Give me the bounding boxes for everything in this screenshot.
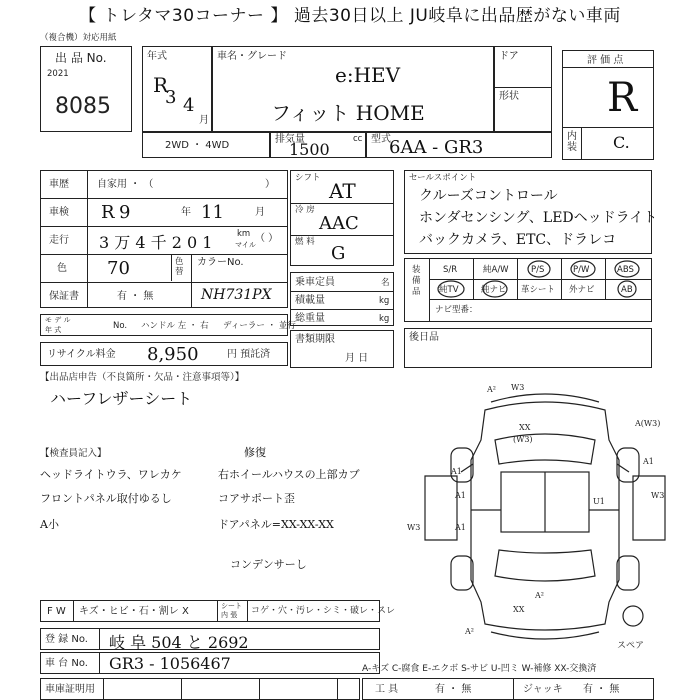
history-label: 車歴 xyxy=(49,179,69,190)
inspection-year: 9 xyxy=(119,202,131,223)
inspection-label: 車検 xyxy=(49,207,69,218)
equipment-marks xyxy=(405,259,653,323)
warranty-value: 有 ・ 無 xyxy=(117,291,154,302)
defects-text: ハーフレザーシート xyxy=(50,389,193,408)
svg-text:A(W3): A(W3) xyxy=(635,419,661,428)
equip-tv: 純TV xyxy=(439,285,459,295)
history-value: 自家用 ・ （ xyxy=(97,179,154,190)
displacement-label: 排気量 xyxy=(275,134,305,145)
equip-ps: P/S xyxy=(531,265,545,275)
aircon-value: AAC xyxy=(319,213,359,234)
drive-text: 2WD ・ 4WD xyxy=(165,140,230,151)
equip-abs: ABS xyxy=(617,265,634,275)
year-value: 3 xyxy=(165,87,177,108)
model-code-label: 型式 xyxy=(371,134,391,145)
equipment-box xyxy=(404,258,652,322)
inspector-right-3: ドアパネル=XX-XX-XX xyxy=(218,518,334,531)
inspector-extra: コンデンサーし xyxy=(230,558,307,571)
year-era: R xyxy=(153,73,169,97)
docs-label: 書類期限 xyxy=(295,334,335,345)
svg-text:A1: A1 xyxy=(455,523,466,532)
sheet-note: （複合機）対応用紙 xyxy=(40,33,117,43)
damage-legend: A-キズ C-腐食 E-エクボ S-サビ U-凹ミ W-補修 XX-交換済 xyxy=(362,664,597,674)
score-label: 評 価 点 xyxy=(587,55,624,66)
fw-value: キズ・ヒビ・石・割レ X xyxy=(79,606,189,617)
mileage-label: 走行 xyxy=(49,235,69,246)
jack-value: 有 ・ 無 xyxy=(583,684,620,695)
chassis-value: GR3 - 1056467 xyxy=(109,654,231,673)
recycle-row xyxy=(40,342,288,366)
svg-text:XX: XX xyxy=(519,423,531,432)
interior-label: 内装 xyxy=(567,131,577,153)
plate-label: 登 録 No. xyxy=(45,634,88,645)
docs-unit: 月 日 xyxy=(345,353,369,364)
inspector-left-1: ヘッドライトウラ、ワレカケ xyxy=(40,468,182,481)
aircon-label: 冷 房 xyxy=(295,205,315,215)
spec-table xyxy=(290,170,394,266)
inspection-month: 11 xyxy=(201,202,224,223)
inspector-right-top: 修復 xyxy=(244,446,266,459)
shift-label: シフト xyxy=(295,173,321,183)
inspector-label: 【検査員記入】 xyxy=(40,448,107,459)
displacement-unit: cc xyxy=(353,134,363,144)
name-box xyxy=(212,46,494,132)
model-year-no: No. xyxy=(113,321,128,331)
name-label: 車名・グレード xyxy=(217,51,287,62)
banner-title: 【 トレタマ30コーナー 】 過去30日以上 JU岐阜に出品歴がない車両 xyxy=(79,6,621,26)
load-label: 積載量 xyxy=(295,295,325,306)
shape-label: 形状 xyxy=(499,91,519,102)
seat-label: シート内 張 xyxy=(221,602,242,619)
drive-box xyxy=(142,132,270,158)
svg-text:A²: A² xyxy=(465,627,474,636)
equip-pw: P/W xyxy=(573,265,590,275)
equip-leather: 革シート xyxy=(521,285,556,295)
equip-ext-navi: 外ナビ xyxy=(569,285,595,295)
color-value: 70 xyxy=(107,258,130,279)
svg-text:(W3): (W3) xyxy=(513,435,533,444)
year-month: 4 xyxy=(183,95,195,116)
plate-value: 岐 阜 504 と 2692 xyxy=(109,633,249,652)
capacity-table xyxy=(290,272,394,326)
recycle-label: リサイクル料金 xyxy=(47,349,116,360)
svg-text:U1: U1 xyxy=(593,497,605,506)
lot-box xyxy=(40,46,132,132)
defects-label: 【出品店申告（不良箇所・欠品・注意事項等）】 xyxy=(40,372,245,383)
year-box xyxy=(142,46,212,132)
docs-box xyxy=(290,330,394,368)
color-code-label: カラーNo. xyxy=(197,257,244,268)
name-model: フィット HOME xyxy=(271,101,425,125)
displacement-value: 1500 xyxy=(289,140,330,159)
svg-text:A1: A1 xyxy=(455,491,466,500)
year-label: 年式 xyxy=(147,51,167,62)
color-label: 色 xyxy=(57,263,67,274)
fw-label: F W xyxy=(47,606,66,617)
model-code-box xyxy=(366,132,552,158)
weight-label: 総重量 xyxy=(295,313,325,324)
warranty-label: 保証書 xyxy=(49,291,79,302)
equip-navi: 純ナビ xyxy=(481,285,507,295)
tools-label: 工 具 xyxy=(375,684,399,695)
mileage-digits: 3 万 4 千 2 0 1 xyxy=(99,233,213,252)
inspector-right-1: 右ホイールハウスの上部カブ xyxy=(218,468,360,481)
chassis-label: 車 台 No. xyxy=(45,658,88,669)
sales-line-2: ホンダセンシング、LEDヘッドライト xyxy=(419,210,658,226)
score-value: R xyxy=(607,75,638,121)
fuel-value: G xyxy=(331,243,346,264)
later-label: 後日品 xyxy=(409,332,439,343)
svg-text:W3: W3 xyxy=(651,491,665,500)
capacity-label: 乗車定員 xyxy=(295,277,335,288)
tools-row xyxy=(362,678,654,700)
sales-line-1: クルーズコントロール xyxy=(419,188,558,204)
equip-aw: 純A/W xyxy=(483,265,509,275)
inspector-left-2: フロントパネル取付ゆるし xyxy=(40,492,172,505)
model-year-row xyxy=(40,314,296,336)
model-year-handle: ハンドル 左 ・ 右 xyxy=(141,321,209,331)
svg-text:A²: A² xyxy=(487,385,496,394)
later-box xyxy=(404,328,652,368)
capacity-unit: 名 xyxy=(381,278,390,288)
vehicle-table xyxy=(40,170,288,308)
mileage-unit-top: km xyxy=(237,229,251,239)
chassis-row xyxy=(40,652,380,674)
door-label: ドア xyxy=(499,51,519,62)
model-code-value: 6AA - GR3 xyxy=(389,137,484,158)
mileage-unit-bottom: マイル xyxy=(235,241,256,249)
jack-label: ジャッキ xyxy=(523,684,563,695)
svg-text:A1: A1 xyxy=(451,467,462,476)
lot-label: 出 品 No. xyxy=(55,51,107,65)
history-close: ） xyxy=(265,179,275,190)
inspection-era: R xyxy=(101,202,115,223)
spare-label: スペア xyxy=(617,641,645,650)
svg-text:A1: A1 xyxy=(643,457,654,466)
recycle-unit: 円 預託済 xyxy=(227,349,271,360)
seat-value: コゲ・穴・汚レ・シミ・破レ・スレ xyxy=(251,606,396,616)
weight-unit: kg xyxy=(379,314,390,324)
score-box xyxy=(562,50,654,160)
fw-row xyxy=(40,600,396,622)
inspection-month-unit: 月 xyxy=(255,207,265,218)
equip-ab: AB xyxy=(621,285,633,295)
mileage-note: （ ） xyxy=(255,233,279,244)
year-month-unit: 月 xyxy=(199,115,209,126)
name-grade: e:HEV xyxy=(335,63,401,87)
sales-label: セールスポイント xyxy=(409,173,477,183)
sales-box xyxy=(404,170,658,254)
inspection-year-unit: 年 xyxy=(181,207,191,218)
sales-line-3: バックカメラ、ETC、ドラレコ xyxy=(419,232,617,248)
displacement-box xyxy=(270,132,366,158)
door-shape-box xyxy=(494,46,552,132)
svg-text:W3: W3 xyxy=(407,523,421,532)
recycle-value: 8,950 xyxy=(147,344,199,365)
tools-value: 有 ・ 無 xyxy=(435,684,472,695)
fuel-label: 燃 料 xyxy=(295,237,315,247)
shift-value: AT xyxy=(329,179,356,203)
model-year-label2: 年 式 xyxy=(45,326,62,334)
color-code: NH731PX xyxy=(201,287,272,303)
inspector-right-2: コアサポート歪 xyxy=(218,492,295,505)
svg-text:W3: W3 xyxy=(511,383,525,392)
model-year-dealer: ディーラー ・ 並行 xyxy=(223,321,296,331)
load-unit: kg xyxy=(379,296,390,306)
car-damage-diagram xyxy=(395,380,695,650)
interior-value: C. xyxy=(613,133,630,152)
navi-model-label: ナビ型番： xyxy=(435,305,478,315)
equipment-label: 装 備 品 xyxy=(412,265,421,297)
color-tag: 色替 xyxy=(175,257,184,277)
cert-label: 車庫証明用 xyxy=(45,684,95,695)
inspector-left-3: A小 xyxy=(40,518,59,531)
lot-year-tag: 2021 xyxy=(47,69,69,79)
svg-text:A²: A² xyxy=(535,591,544,600)
equip-sr: S/R xyxy=(443,265,458,275)
cert-row xyxy=(40,678,360,700)
model-year-label1: モ デ ル xyxy=(45,316,71,324)
svg-text:XX: XX xyxy=(513,605,525,614)
lot-number: 8085 xyxy=(55,94,111,119)
plate-row xyxy=(40,628,380,650)
